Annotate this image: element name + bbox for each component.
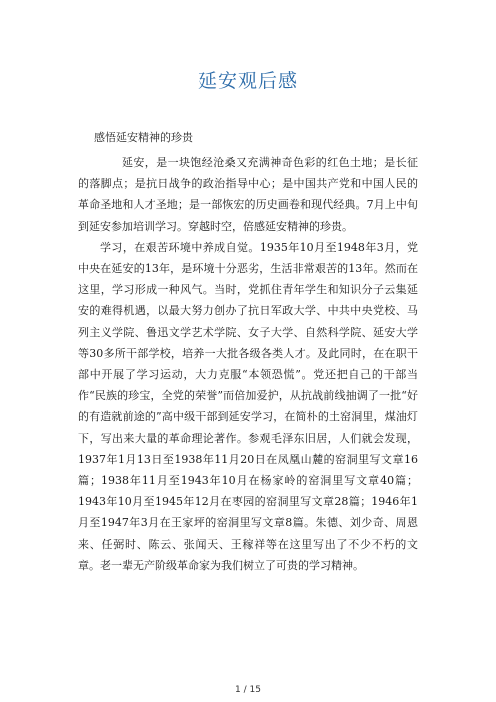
document-body <box>78 152 418 576</box>
document-subtitle: 感悟延安精神的珍贵 <box>94 131 193 144</box>
document-title: 延安观后感 <box>197 70 298 92</box>
paragraph-intro: 延安，是一块饱经沧桑又充满神奇色彩的红色土地；是长征的落脚点；是抗日战争的政治指导中心；是中国共产党和中国人民的革命圣地和人才圣地；是一部恢宏的历史画卷和现代经典。7月上中旬到延安参加培训学习。穿越时空，倍感延安精神的珍贵。 <box>78 156 418 233</box>
page-number: 1 / 15 <box>235 685 261 695</box>
paragraph-study: 学习，在艰苦环境中养成自觉。1935年10月至1948年3月，党中央在延安的13年，是环境十分恶劣，生活非常艰苦的13年。然而在这里，学习形成一种风气。当时，党抓住青年学生和知识分子云集延安的难得机遇，以最大努力创办了抗日军政大学、中共中央党校、马列主义学院、鲁迅文学艺术学院、女子大学、自然科学院、延安大学等30多所干部学校，培养一大批各级各类人才。及此同时，在在职干部中开展了学习运动，大力克服“本领恐慌”。党还把自己的干部当作“民族的珍宝，全党的荣誉”而倍加爱护，从抗战前线抽调了一批“好的有造就前途的”高中级干部到延安学习，在简朴的土窑洞里，煤油灯下，写出来大量的革命理论著作。参观毛泽东旧居，人们就会发现，1937年1月13日至1938年11月20日在凤凰山麓的窑洞里写文章16篇；1938年11月至1943年10月在杨家岭的窑洞里写文章40篇；1943年10月至1945年12月在枣园的窑洞里写文章28篇；1946年1月至1947年3月在王家坪的窑洞里写文章8篇。朱德、刘少奇、周恩来、任弼时、陈云、张闻天、王稼祥等在这里写出了不少不朽的文章。老一辈无产阶级革命家为我们树立了可贵的学习精神。 <box>78 240 418 572</box>
